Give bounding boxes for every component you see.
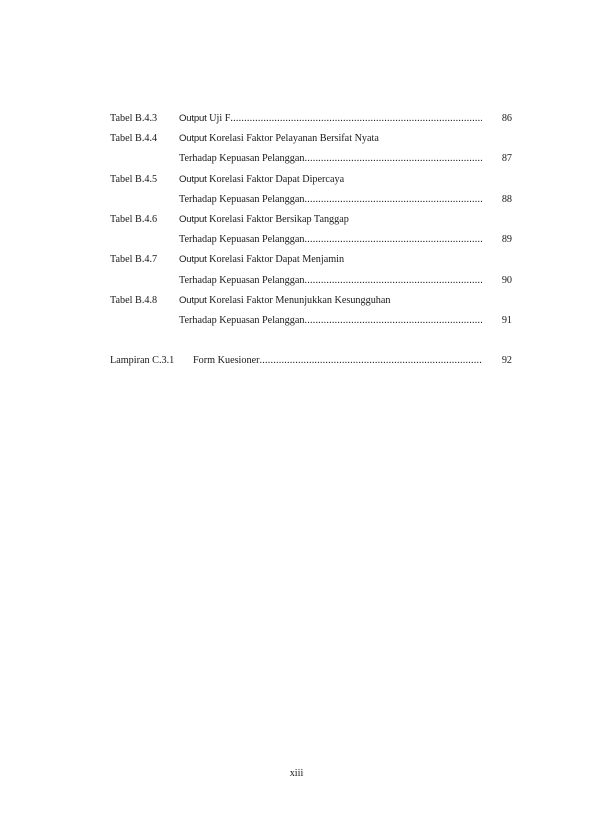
toc-entry-title [179,129,379,149]
toc-entry-page: 92 [501,355,512,367]
toc-entry-title-cell [179,149,482,169]
toc-entry-b-4-7-continued[interactable] [110,271,512,291]
toc-entry-b-4-8-continued[interactable] [110,311,512,331]
toc-entry-b-4-4-continued[interactable] [110,149,512,169]
toc-entry-title-text: Korelasi Faktor Dapat Menjamin [206,254,345,266]
toc-entry-title-text: Korelasi Faktor Dapat Dipercaya [206,173,345,185]
dot-leader [304,190,482,210]
toc-entry-title [179,210,349,230]
toc-entry-title-cell [179,129,482,149]
page-number-footer: xiii [289,768,304,779]
toc-entry-label: Lampiran C.3.1 [110,355,175,367]
toc-entry-label: Tabel B.4.6 [110,213,158,225]
toc-entry-page: 90 [501,274,512,286]
toc-entry-title-cell [179,250,482,270]
dot-leader [230,109,482,129]
toc-entry-page: 91 [501,314,512,326]
toc-entry-page: 86 [501,113,512,124]
toc-entry-label: Tabel B.4.7 [110,254,158,266]
toc-entry-title-cell [179,210,482,230]
toc-entry-keyword: Output [179,213,207,225]
dot-leader [304,271,482,291]
toc-entry-keyword: Output [179,294,207,306]
toc-entry-keyword: Output [179,113,207,124]
dot-leader [304,230,482,250]
toc-entry-continuation: Terhadap Kepuasan Pelanggan [179,193,305,205]
toc-entry-label: Tabel B.4.4 [110,133,158,145]
toc-entry-title: Form Kuesioner [193,355,260,367]
toc-entry-title-text: Korelasi Faktor Pelayanan Bersifat Nyata [206,133,379,145]
spacer [110,331,512,351]
list-of-tables [110,109,512,371]
toc-entry-title [179,250,344,270]
toc-entry-label: Tabel B.4.3 [110,113,158,124]
toc-entry-lampiran-c-3-1[interactable] [110,351,512,371]
toc-entry-title-text: Korelasi Faktor Bersikap Tanggap [206,213,349,225]
dot-leader [304,149,482,169]
toc-entry-continuation: Terhadap Kepuasan Pelanggan [179,234,305,246]
toc-entry-title-cell [193,351,482,371]
toc-entry-b-4-8[interactable] [110,291,512,311]
toc-entry-keyword: Output [179,254,207,266]
toc-entry-keyword: Output [179,133,207,145]
dot-leader [260,351,483,371]
toc-entry-keyword: Output [179,173,207,185]
toc-entry-title-cell [179,109,482,129]
toc-entry-page: 87 [501,153,512,165]
toc-entry-title-cell [179,170,482,190]
toc-entry-page: 89 [501,234,512,246]
toc-entry-title-text: Uji F [206,113,231,124]
toc-entry-b-4-3[interactable] [110,109,512,129]
toc-entry-page: 88 [501,193,512,205]
toc-entry-b-4-5[interactable] [110,170,512,190]
toc-entry-title-cell [179,230,482,250]
toc-entry-b-4-6-continued[interactable] [110,230,512,250]
dot-leader [304,311,482,331]
toc-entry-title [179,170,344,190]
toc-entry-title-cell [179,190,482,210]
toc-entry-continuation: Terhadap Kepuasan Pelanggan [179,314,305,326]
toc-entry-b-4-5-continued[interactable] [110,190,512,210]
toc-entry-b-4-4[interactable] [110,129,512,149]
toc-entry-title-cell [179,311,482,331]
toc-entry-b-4-7[interactable] [110,250,512,270]
toc-entry-continuation: Terhadap Kepuasan Pelanggan [179,274,305,286]
toc-entry-label: Tabel B.4.5 [110,173,158,185]
toc-entry-title [179,109,230,129]
toc-entry-continuation: Terhadap Kepuasan Pelanggan [179,153,305,165]
toc-entry-label: Tabel B.4.8 [110,294,158,306]
toc-entry-b-4-6[interactable] [110,210,512,230]
toc-entry-title-cell [179,291,482,311]
toc-entry-title-cell [179,271,482,291]
toc-entry-title-text: Korelasi Faktor Menunjukkan Kesungguhan [206,294,391,306]
toc-entry-title [179,291,391,311]
